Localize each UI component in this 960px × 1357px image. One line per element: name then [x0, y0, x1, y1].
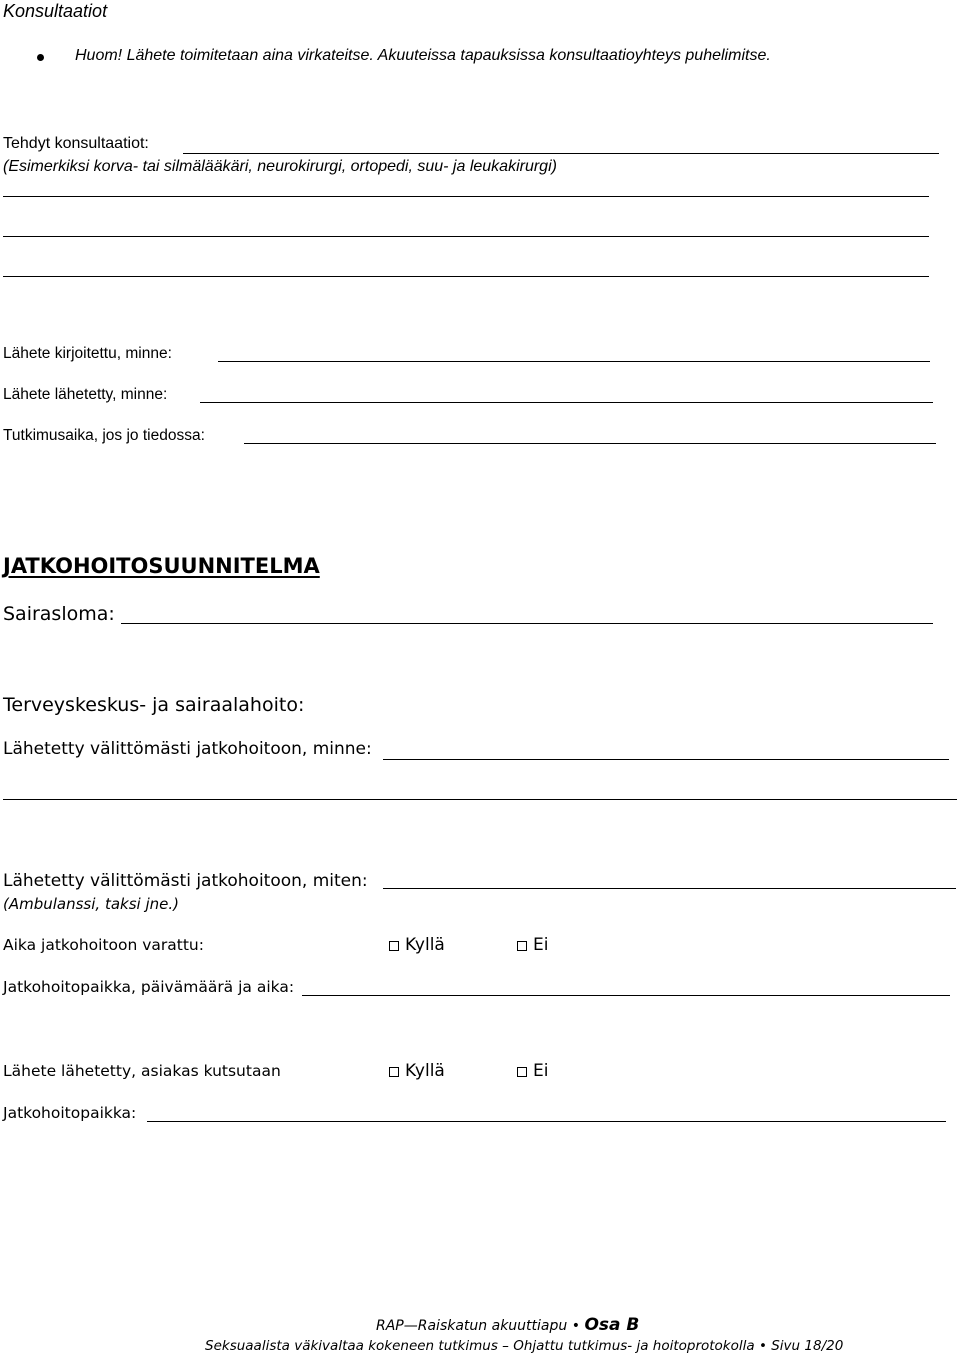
- consultations-line-2[interactable]: [3, 236, 929, 237]
- followup-heading: JATKOHOITOSUUNNITELMA: [3, 554, 320, 578]
- referral-sent-field[interactable]: [200, 402, 933, 403]
- footer-dash: —: [403, 1318, 418, 1334]
- sent-where-field[interactable]: [383, 759, 949, 760]
- appointment-yes-label: Kyllä: [405, 935, 445, 955]
- footer-bullet-2: •: [758, 1338, 767, 1354]
- footer-unit: Raiskatun akuuttiapu: [417, 1318, 568, 1334]
- invite-yes-label: Kyllä: [405, 1061, 445, 1081]
- sick-leave-label: Sairasloma:: [3, 603, 115, 625]
- place-date-field[interactable]: [302, 995, 950, 996]
- exam-time-label: Tutkimusaika, jos jo tiedossa:: [3, 427, 205, 444]
- footer-bullet: •: [571, 1318, 580, 1334]
- sent-how-field[interactable]: [383, 888, 956, 889]
- referral-written-label: Lähete kirjoitettu, minne:: [3, 345, 172, 362]
- sent-how-hint: (Ambulanssi, taksi jne.): [3, 895, 179, 913]
- done-consultations-hint: (Esimerkiksi korva- tai silmälääkäri, neurokirurgi, ortopedi, suu- ja leukakirurgi): [3, 158, 557, 175]
- appointment-yes-checkbox[interactable]: [389, 941, 399, 951]
- footer-protocol: Seksuaalista väkivaltaa kokeneen tutkimus – Ohjattu tutkimus- ja hoitoprotokolla: [205, 1338, 755, 1354]
- sick-leave-field[interactable]: [121, 623, 933, 624]
- appointment-no-label: Ei: [533, 935, 549, 955]
- referral-sent-label: Lähete lähetetty, minne:: [3, 386, 168, 403]
- exam-time-field[interactable]: [244, 443, 936, 444]
- footer-org: RAP: [376, 1318, 404, 1334]
- sent-where-line-2[interactable]: [3, 799, 957, 800]
- sent-where-label: Lähetetty välittömästi jatkohoitoon, minne:: [3, 739, 372, 759]
- invite-no-checkbox[interactable]: [517, 1067, 527, 1077]
- footer-line-1: [376, 1315, 639, 1335]
- done-consultations-label: Tehdyt konsultaatiot:: [3, 135, 149, 152]
- invite-label: Lähete lähetetty, asiakas kutsutaan: [3, 1062, 281, 1080]
- place-label: Jatkohoitopaikka:: [3, 1104, 137, 1122]
- place-field[interactable]: [147, 1121, 946, 1122]
- appointment-label: Aika jatkohoitoon varattu:: [3, 936, 204, 954]
- care-heading: Terveyskeskus- ja sairaalahoito:: [3, 694, 305, 716]
- consultations-line-1[interactable]: [3, 196, 929, 197]
- footer-part: Osa B: [584, 1315, 640, 1335]
- place-date-label: Jatkohoitopaikka, päivämäärä ja aika:: [3, 978, 295, 996]
- section-title: Konsultaatiot: [3, 1, 108, 21]
- invite-no-label: Ei: [533, 1061, 549, 1081]
- done-consultations-field[interactable]: [183, 153, 939, 154]
- consult-note: Huom! Lähete toimitetaan aina virkateitse. Akuuteissa tapauksissa konsultaatioyhteys puhelimitse.: [75, 47, 771, 64]
- invite-yes-checkbox[interactable]: [389, 1067, 399, 1077]
- appointment-no-checkbox[interactable]: [517, 941, 527, 951]
- consultations-line-3[interactable]: [3, 276, 929, 277]
- footer-page: Sivu 18/20: [771, 1338, 844, 1354]
- footer-line-2: [205, 1338, 843, 1354]
- referral-written-field[interactable]: [218, 361, 930, 362]
- sent-how-label: Lähetetty välittömästi jatkohoitoon, miten:: [3, 871, 368, 891]
- bullet-icon: [37, 54, 44, 61]
